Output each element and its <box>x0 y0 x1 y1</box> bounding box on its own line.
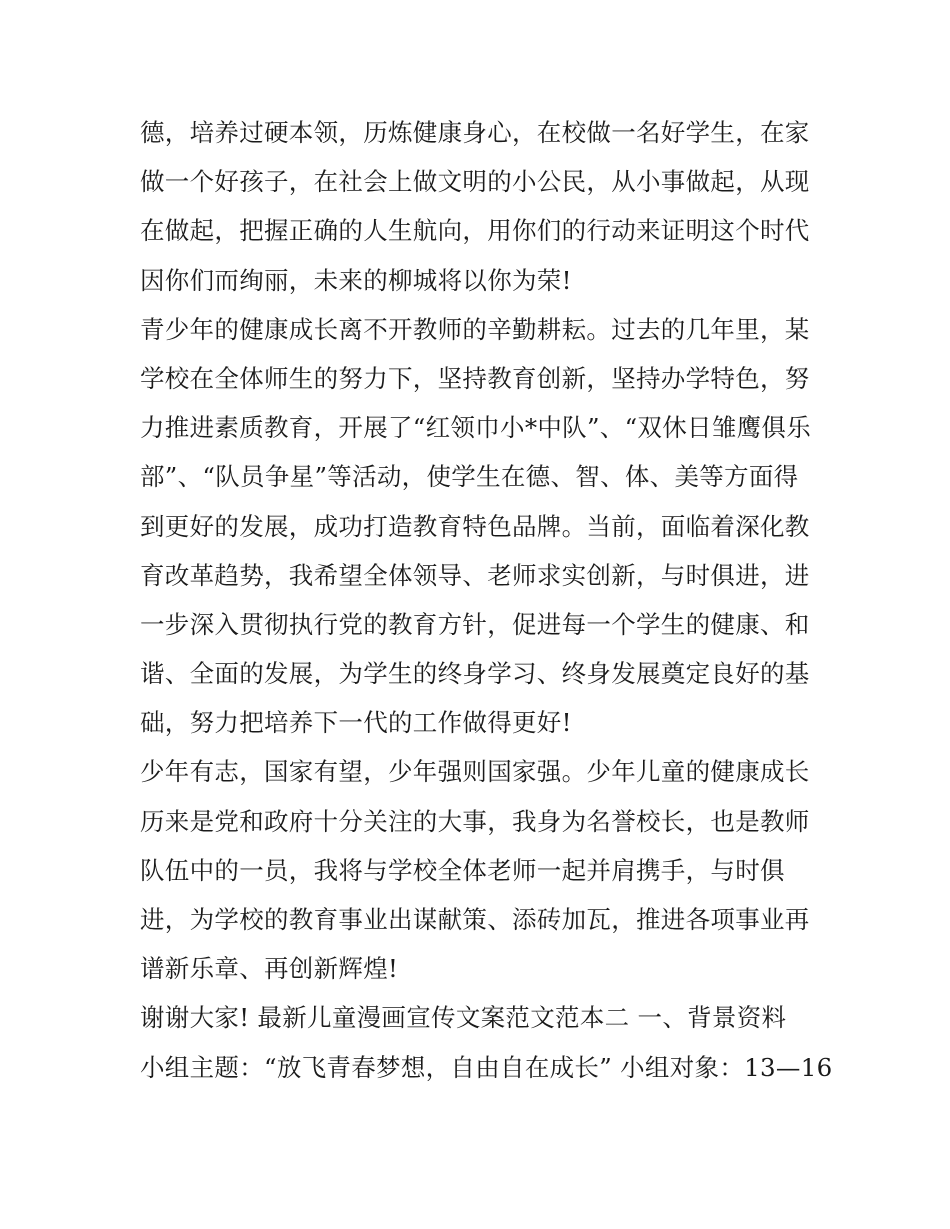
text-line: 在做起，把握正确的人生航向，用你们的行动来证明这个时代 <box>140 216 810 246</box>
text-line: 谱新乐章、再创新辉煌! <box>140 954 399 984</box>
text-line: 青少年的健康成长离不开教师的辛勤耕耘。过去的几年里，某 <box>140 314 810 344</box>
text-line: 础，努力把培养下一代的工作做得更好! <box>140 708 572 738</box>
text-line: 因你们而绚丽，未来的柳城将以你为荣! <box>140 265 572 295</box>
text-line: 进，为学校的教育事业出谋献策、添砖加瓦，推进各项事业再 <box>140 905 810 934</box>
text-line: 到更好的发展，成功打造教育特色品牌。当前，面临着深化教 <box>140 511 810 541</box>
text-line: 少年有志，国家有望，少年强则国家强。少年儿童的健康成长 <box>140 757 810 787</box>
text-line: 部”、“队员争星”等活动，使学生在德、智、体、美等方面得 <box>140 462 799 492</box>
text-line: 谢谢大家! 最新儿童漫画宣传文案范文范本二 一、背景资料 <box>140 1003 787 1033</box>
text-line: 小组主题：“放飞青春梦想，自由自在成长” 小组对象：13—16 <box>140 1052 833 1082</box>
text-line: 一步深入贯彻执行党的教育方针，促进每一个学生的健康、和 <box>140 609 810 639</box>
text-line: 育改革趋势，我希望全体领导、老师求实创新，与时俱进，进 <box>140 560 810 590</box>
text-line: 队伍中的一员，我将与学校全体老师一起并肩携手，与时俱 <box>140 855 785 885</box>
body-text <box>140 108 833 1092</box>
text-line: 力推进素质教育，开展了“红领巾小*中队”、“双休日雏鹰俱乐 <box>140 413 812 443</box>
text-line: 历来是党和政府十分关注的大事，我身为名誉校长，也是教师 <box>140 806 810 836</box>
text-line: 做一个好孩子，在社会上做文明的小公民，从小事做起，从现 <box>140 167 810 197</box>
text-line: 德，培养过硬本领，历炼健康身心，在校做一名好学生，在家 <box>140 118 810 147</box>
text-line: 谐、全面的发展，为学生的终身学习、终身发展奠定良好的基 <box>140 659 810 689</box>
text-line: 学校在全体师生的努力下，坚持教育创新，坚持办学特色，努 <box>140 363 810 393</box>
